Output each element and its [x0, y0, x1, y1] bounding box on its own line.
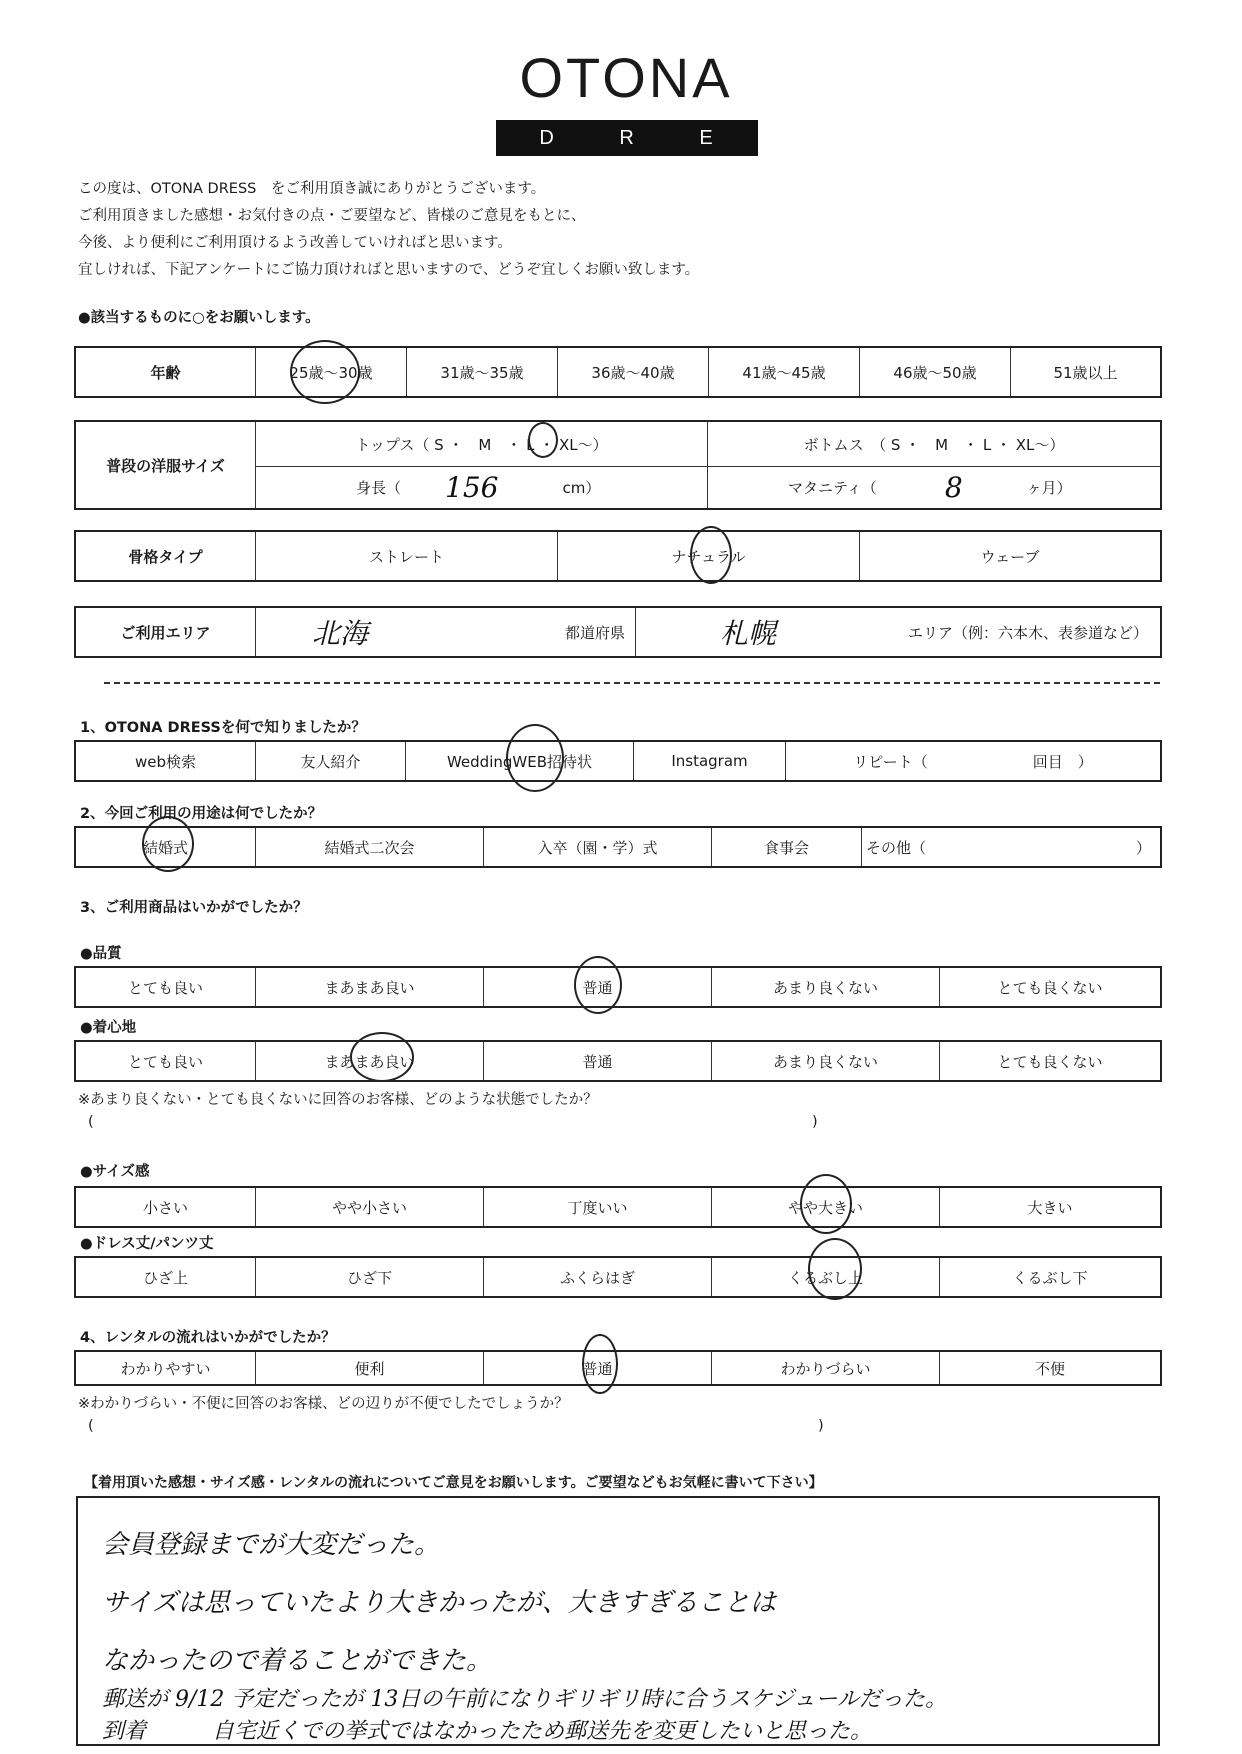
- maternity-field[interactable]: [708, 467, 1160, 508]
- comfort-label: ●着心地: [80, 1020, 137, 1036]
- intro-line: 宜しければ、下記アンケートにご協力頂ければと思いますので、どうぞ宜しくお願い致します。: [78, 262, 700, 278]
- selection-circle-q4: [582, 1334, 618, 1394]
- maternity-value: 8: [944, 471, 963, 504]
- height-field[interactable]: [256, 467, 708, 508]
- age-option[interactable]: 46歳～50歳: [860, 348, 1011, 396]
- body-type-option[interactable]: ナチュラル: [558, 532, 860, 580]
- q4-option[interactable]: 不便: [1034, 1359, 1065, 1378]
- comfort-note: ※あまり良くない・とても良くないに回答のお客様、どのような状態でしたか？: [78, 1092, 598, 1108]
- comments-heading: 【着用頂いた感想・サイズ感・レンタルの流れについてご意見をお願いします。ご要望などもお気軽に書いて下さい】: [84, 1475, 823, 1491]
- length-option[interactable]: ひざ上: [76, 1258, 256, 1296]
- size-feel-option[interactable]: 小さい: [76, 1188, 256, 1226]
- q1-option[interactable]: web検索: [76, 742, 256, 780]
- q2-option[interactable]: その他（ ）: [866, 838, 1152, 857]
- q1-option[interactable]: リピート（ 回目 ）: [853, 752, 1093, 771]
- body-type-option[interactable]: ストレート: [256, 532, 558, 580]
- comment-line: なかったので着ることができた。: [102, 1646, 493, 1676]
- height-value: 156: [445, 471, 499, 504]
- body-type-option[interactable]: ウェーブ: [980, 547, 1040, 566]
- q4-note: ※わかりづらい・不便に回答のお客様、どの辺りが不便でしたでしょうか？: [78, 1396, 569, 1412]
- q1-title: 1、OTONA DRESSを何で知りましたか？: [80, 720, 366, 736]
- comfort-option[interactable]: とても良くない: [997, 1052, 1103, 1071]
- body-type-label: 骨格タイプ: [76, 532, 256, 580]
- prefecture-value: 北海: [312, 617, 369, 650]
- q2-table: [74, 826, 1162, 868]
- comfort-option[interactable]: とても良い: [76, 1042, 256, 1080]
- section-divider: [104, 682, 1160, 684]
- intro-line: 今後、より便利にご利用頂けるよう改善していければと思います。: [78, 235, 512, 251]
- selection-circle-q2: [142, 816, 194, 872]
- intro-text: [78, 176, 1138, 284]
- comfort-option[interactable]: あまり良くない: [712, 1042, 940, 1080]
- q4-option[interactable]: わかりづらい: [712, 1352, 940, 1384]
- q4-title: 4、レンタルの流れはいかがでしたか？: [80, 1330, 336, 1346]
- q3-title: 3、ご利用商品はいかがでしたか？: [80, 900, 308, 916]
- q4-answer-open: (: [88, 1418, 94, 1434]
- city-label: エリア（例：六本木、表参道など）: [907, 623, 1148, 642]
- age-option[interactable]: 25歳～30歳: [256, 348, 407, 396]
- quality-option[interactable]: とても良い: [76, 968, 256, 1006]
- maternity-label: マタニティ（: [788, 479, 877, 497]
- prefecture-label: 都道府県: [564, 623, 625, 642]
- body-type-table: [74, 530, 1162, 582]
- comfort-answer-open: (: [88, 1114, 94, 1130]
- q2-option[interactable]: 結婚式二次会: [256, 828, 484, 866]
- city-value: 札幌: [720, 617, 777, 650]
- q4-answer-close: ): [818, 1418, 824, 1434]
- size-feel-option[interactable]: やや大きい: [712, 1188, 940, 1226]
- area-label: ご利用エリア: [76, 608, 256, 656]
- quality-option[interactable]: 普通: [484, 968, 712, 1006]
- intro-line: ご利用頂きました感想・お気付きの点・ご要望など、皆様のご意見をもとに、: [78, 208, 586, 224]
- maternity-unit: ヶ月）: [1026, 479, 1072, 497]
- selection-circle-tops: [528, 422, 558, 458]
- size-feel-label: ●サイズ感: [80, 1164, 150, 1180]
- tops-size[interactable]: トップス（ S ・ M ・ L ・ XL～）: [256, 422, 708, 466]
- length-option[interactable]: ひざ下: [256, 1258, 484, 1296]
- comfort-option[interactable]: まあまあ良い: [256, 1042, 484, 1080]
- q4-table: [74, 1350, 1162, 1386]
- q2-option[interactable]: 結婚式: [76, 828, 256, 866]
- selection-circle-q1: [506, 724, 564, 792]
- quality-option[interactable]: あまり良くない: [712, 968, 940, 1006]
- comfort-answer-close: ): [812, 1114, 818, 1130]
- age-option[interactable]: 41歳～45歳: [709, 348, 860, 396]
- age-option[interactable]: 36歳～40歳: [558, 348, 709, 396]
- size-feel-table: [74, 1186, 1162, 1228]
- height-label: 身長（: [356, 479, 402, 497]
- length-table: [74, 1256, 1162, 1298]
- quality-option[interactable]: とても良くない: [997, 978, 1103, 997]
- comfort-option[interactable]: 普通: [484, 1042, 712, 1080]
- intro-line: この度は、OTONA DRESS をご利用頂き誠にありがとうございます。: [78, 181, 546, 197]
- length-option[interactable]: くるぶし上: [712, 1258, 940, 1296]
- length-option[interactable]: くるぶし下: [1012, 1268, 1088, 1287]
- comfort-table: [74, 1040, 1162, 1082]
- q1-option[interactable]: Instagram: [634, 742, 786, 780]
- selection-circle-body-type: [690, 526, 732, 584]
- q1-table: [74, 740, 1162, 782]
- size-feel-option[interactable]: やや小さい: [256, 1188, 484, 1226]
- selection-circle-length: [808, 1238, 862, 1300]
- q4-option[interactable]: わかりやすい: [76, 1352, 256, 1384]
- q4-option[interactable]: 普通: [484, 1352, 712, 1384]
- quality-option[interactable]: まあまあ良い: [256, 968, 484, 1006]
- q4-option[interactable]: 便利: [256, 1352, 484, 1384]
- comments-box[interactable]: [76, 1496, 1160, 1746]
- q2-title: 2、今回ご利用の用途は何でしたか？: [80, 806, 323, 822]
- age-table: [74, 346, 1162, 398]
- city-field[interactable]: [636, 608, 1160, 656]
- area-table: [74, 606, 1162, 658]
- age-label: 年齢: [76, 348, 256, 396]
- q1-option[interactable]: WeddingWEB招待状: [406, 742, 634, 780]
- age-option[interactable]: 31歳～35歳: [407, 348, 558, 396]
- size-table: [74, 420, 1162, 510]
- brand-logo-bar: D R E S S: [496, 120, 758, 156]
- comment-line: サイズは思っていたより大きかったが、大きすぎることは: [102, 1588, 776, 1618]
- q2-option[interactable]: 食事会: [712, 828, 862, 866]
- selection-circle-age: [290, 340, 360, 404]
- q1-option[interactable]: 友人紹介: [256, 742, 406, 780]
- size-feel-option[interactable]: 大きい: [1027, 1198, 1073, 1217]
- selection-circle-comfort: [350, 1032, 414, 1082]
- age-option[interactable]: 51歳以上: [1053, 363, 1118, 382]
- comment-line: 郵送が 9/12 予定だったが 13日の午前になりギリギリ時に合うスケジュールだった。: [102, 1687, 948, 1712]
- size-label: 普段の洋服サイズ: [76, 422, 256, 508]
- comment-line: 会員登録までが大変だった。: [102, 1530, 441, 1560]
- selection-circle-quality: [574, 956, 622, 1014]
- selection-circle-size-feel: [800, 1174, 852, 1234]
- brand-logo-text: OTONA: [519, 46, 733, 109]
- prefecture-field[interactable]: [256, 608, 636, 656]
- quality-label: ●品質: [80, 946, 122, 962]
- length-label: ●ドレス丈/パンツ丈: [80, 1236, 214, 1252]
- length-option[interactable]: ふくらはぎ: [484, 1258, 712, 1296]
- profile-heading: ●該当するものに○をお願いします。: [78, 310, 320, 326]
- height-unit: cm）: [562, 479, 601, 497]
- q2-option[interactable]: 入卒（園・学）式: [484, 828, 712, 866]
- comment-line: 到着 自宅近くでの挙式ではなかったため郵送先を変更したいと思った。: [102, 1719, 873, 1744]
- bottoms-size[interactable]: ボトムス （ S ・ M ・ L ・ XL～）: [803, 435, 1065, 454]
- size-feel-option[interactable]: 丁度いい: [484, 1188, 712, 1226]
